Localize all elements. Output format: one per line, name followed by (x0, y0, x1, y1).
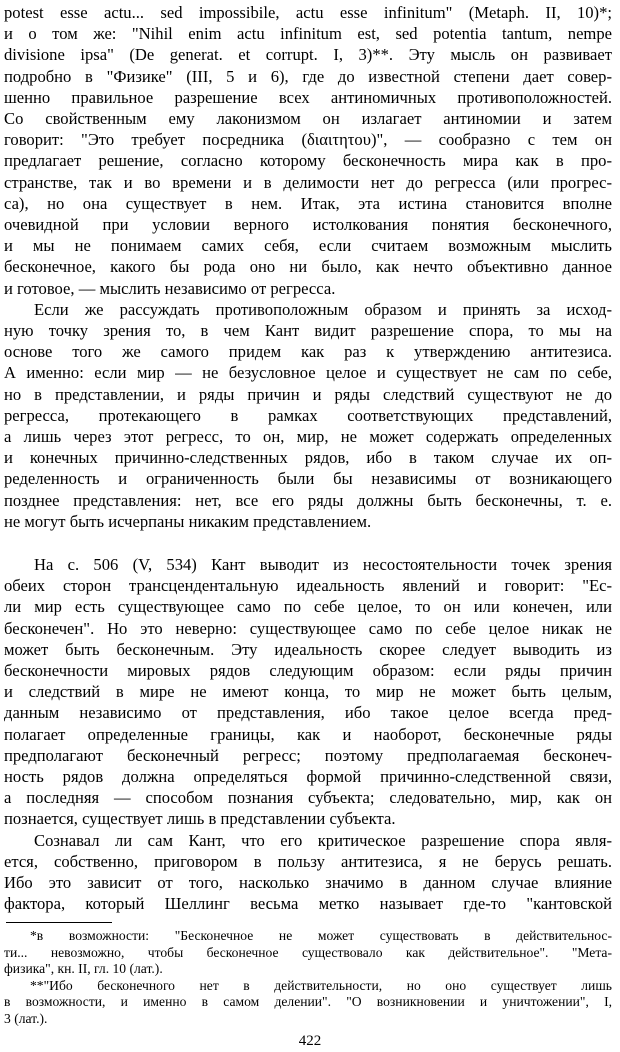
text-line: ную точку зрения то, в чем Кант видит разрешение спора, то мы на (4, 321, 612, 340)
text-line: Ибо это зависит от того, насколько значимо в данном случае влияние (4, 873, 612, 892)
text-line: шенно правильное разрешение всех антиномичных противоположностей. (4, 87, 612, 107)
text-line: и мы не понимаем самих себя, если считаем возможным мыслить (4, 236, 612, 256)
text-line: но в представлении, и ряды причин и ряды следствий существуют не до (4, 384, 612, 404)
text-line: бесконечен". Но это неверно: существующее само по себе целое никак не (4, 618, 612, 638)
text-line: и следствий в мире не имеют конца, то мир не может быть целым, (4, 682, 612, 702)
text-line: не могут быть исчерпаны никаким представлением. (4, 511, 372, 531)
text-line: фактора, который Шеллинг весьма метко называет где-то "кантовской (4, 894, 612, 914)
text-line: регресса, протекающего в рамках соответствующих представлений, (4, 405, 612, 425)
text-line: Со свойственным ему лаконизмом он излагает антиномии и затем (4, 109, 612, 128)
footnote-line: в возможности, и именно в самом делении". "О возникновении и уничтожении", I, (4, 994, 612, 1010)
text-line: А именно: если мир — не безусловное целое и существует не сам по себе, (4, 363, 612, 383)
text-line: divisione ipsa" (De generat. et corrupt. I, 3)**. Эту мысль он развивает (4, 45, 612, 65)
page-number: 422 (298, 1033, 322, 1049)
footnote-line: 3 (лат.). (4, 1010, 48, 1026)
text-line: предполагают бесконечный регресс; поэтому предполагаемая бесконеч- (4, 745, 612, 765)
text-line: может быть бесконечным. Эту идеальность скорее следует выводить из (4, 639, 612, 659)
text-line: и конечных причинно-следственных рядов, ибо в таком случае их оп- (4, 448, 612, 468)
text-line: са), но она существует в нем. Итак, эта истина становится вполне (4, 193, 612, 213)
text-line: обеих сторон трансцендентальную идеальность явлений и говорит: "Ес- (4, 576, 612, 596)
text-line: На с. 506 (V, 534) Кант выводит из несостоятельности точек зрения (34, 555, 612, 574)
text-line: позднее представления: нет, все его ряды должны быть бесконечны, т. е. (4, 490, 612, 510)
footnote-line: физика", кн. II, гл. 10 (лат.). (4, 961, 163, 977)
text-line: говорит: "Это требует посредника (διαιτητου)", — сообразно с тем он (4, 130, 612, 150)
text-line: ется, собственно, приговором в пользу антитезиса, я не берусь решать. (4, 851, 612, 871)
text-line: potest esse actu... sed impossibile, actu esse infinitum" (Metaph. II, 10)*; (4, 3, 612, 22)
text-line: и о том же: "Nihil enim actu infinitum est, sed potentia tantum, nempe (4, 24, 612, 44)
text-line: предлагает решение, согласно которому бесконечность мира как в про- (4, 151, 612, 171)
text-line: а лишь через этот регресс, то он, мир, не может содержать определенных (4, 427, 612, 446)
text-line: познается, существует лишь в представлении субъекта. (4, 809, 396, 829)
text-line: очевидной при условии верного истолкования понятия бесконечного, (4, 215, 612, 234)
text-line: Если же рассуждать противоположным образом и принять за исход- (34, 299, 612, 319)
footnote-line: **"Ибо бесконечного нет в действительности, но оно существует лишь (30, 977, 612, 993)
text-line: и готовое, — мыслить независимо от регресса. (4, 278, 336, 298)
text-line: подробно в "Физике" (III, 5 и 6), где до известной степени дает совер- (4, 66, 612, 86)
footnote-rule (6, 922, 112, 923)
text-line: ределенность и ограниченность были бы независимы от возникающего (4, 469, 612, 489)
text-line: ли мир есть существующее само по себе целое, то он или конечен, или (4, 597, 612, 617)
text-line: данным независимо от представления, ибо такое целое всегда пред- (4, 703, 612, 723)
text-line: бесконечное, какого бы рода оно ни было, как нечто объективно данное (4, 257, 612, 277)
text-line: странстве, так и во времени и в делимости нет до регресса (или прогрес- (4, 172, 612, 192)
text-line: бесконечности мировых рядов следующим образом: если ряды причин (4, 661, 612, 680)
text-line: Сознавал ли сам Кант, что его критическое разрешение спора явля- (34, 830, 612, 850)
text-line: ность рядов должна определяться формой причинно-следственной связи, (4, 767, 612, 786)
text-line: основе того же самого придем как раз к утверждению антитезиса. (4, 342, 612, 362)
text-line: полагает определенные границы, как и наоборот, бесконечные ряды (4, 724, 612, 744)
footnote-line: ти... невозможно, чтобы бесконечное существовало как действительное". "Мета- (4, 944, 612, 960)
footnote-line: *в возможности: "Бесконечное не может существовать в действительнос- (30, 928, 612, 944)
text-line: а последняя — способом познания субъекта; следовательно, мир, как он (4, 788, 612, 808)
